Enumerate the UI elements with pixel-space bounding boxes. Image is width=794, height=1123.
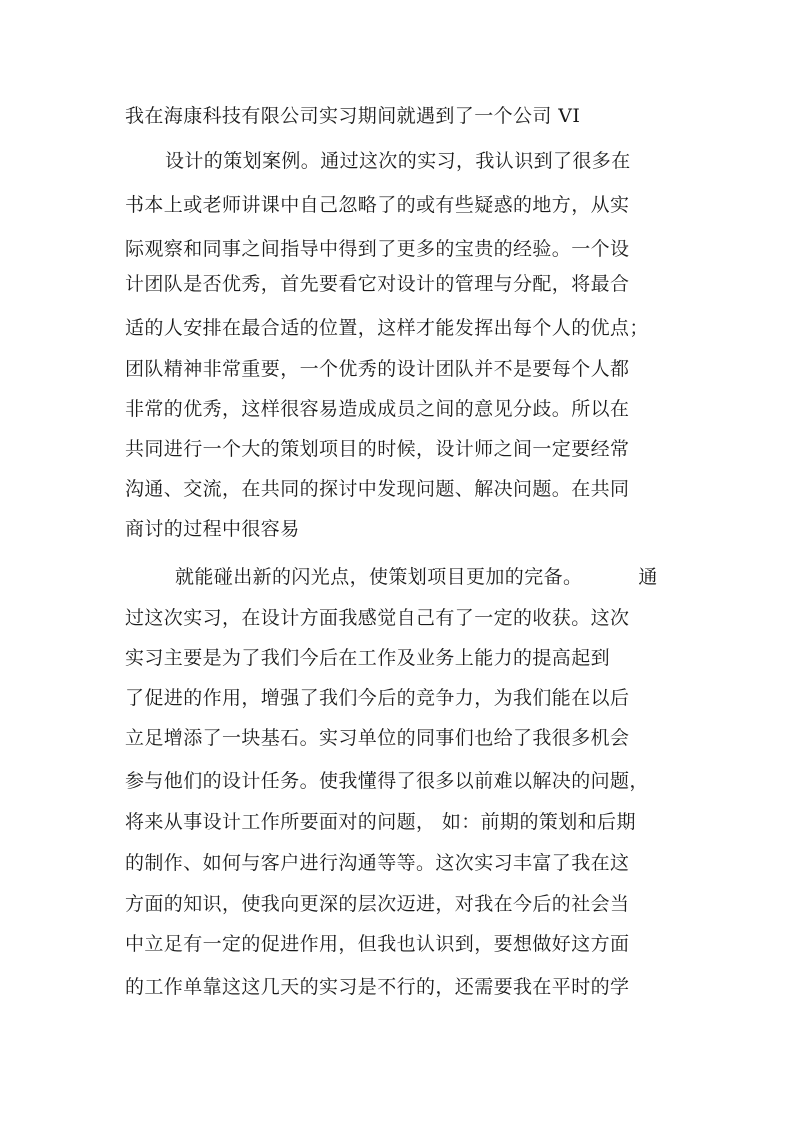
paragraph-line: 的制作、如何与客户进行沟通等等。这次实习丰富了我在这 bbox=[125, 852, 630, 874]
paragraph-line: 过这次实习，在设计方面我感觉自己有了一定的收获。这次 bbox=[125, 607, 630, 629]
paragraph-line: 计团队是否优秀，首先要看它对设计的管理与分配，将最合 bbox=[125, 273, 630, 295]
paragraph-line: 团队精神非常重要，一个优秀的设计团队并不是要每个人都 bbox=[125, 358, 630, 380]
paragraph-line: 实习主要是为了我们今后在工作及业务上能力的提高起到 bbox=[125, 647, 611, 669]
paragraph-line: 将来从事设计工作所要面对的问题， 如：前期的策划和后期 bbox=[125, 811, 636, 833]
paragraph-line: 了促进的作用，增强了我们今后的竞争力，为我们能在以后 bbox=[125, 687, 630, 709]
paragraph-line: 适的人安排在最合适的位置，这样才能发挥出每个人的优点； bbox=[125, 317, 649, 339]
paragraph-line: 设计的策划案例。通过这次的实习，我认识到了很多在 bbox=[165, 150, 631, 172]
paragraph-line: 中立足有一定的促进作用，但我也认识到，要想做好这方面 bbox=[125, 933, 630, 955]
paragraph-line: 书本上或老师讲课中自己忽略了的或有些疑惑的地方，从实 bbox=[125, 194, 630, 216]
paragraph-line: 方面的知识，使我向更深的层次迈进，对我在今后的社会当 bbox=[125, 893, 630, 915]
paragraph-line: 我在海康科技有限公司实习期间就遇到了一个公司 VI bbox=[125, 105, 581, 127]
paragraph-line: 非常的优秀，这样很容易造成成员之间的意见分歧。所以在 bbox=[125, 398, 630, 420]
paragraph-line: 的工作单靠这这几天的实习是不行的，还需要我在平时的学 bbox=[125, 976, 630, 998]
paragraph-line bbox=[175, 565, 685, 589]
paragraph-line: 沟通、交流，在共同的探讨中发现问题、解决问题。在共同 bbox=[125, 478, 630, 500]
paragraph-line: 参与他们的设计任务。使我懂得了很多以前难以解决的问题， bbox=[125, 770, 649, 792]
paragraph-text: 就能碰出新的闪光点，使策划项目更加的完备。 bbox=[175, 566, 583, 588]
paragraph-line: 商讨的过程中很容易 bbox=[125, 518, 300, 540]
paragraph-line: 共同进行一个大的策划项目的时候，设计师之间一定要经常 bbox=[125, 438, 630, 460]
paragraph-line: 立足增添了一块基石。实习单位的同事们也给了我很多机会 bbox=[125, 727, 630, 749]
paragraph-line: 际观察和同事之间指导中得到了更多的宝贵的经验。一个设 bbox=[125, 238, 630, 260]
paragraph-text: 通 bbox=[638, 566, 658, 588]
